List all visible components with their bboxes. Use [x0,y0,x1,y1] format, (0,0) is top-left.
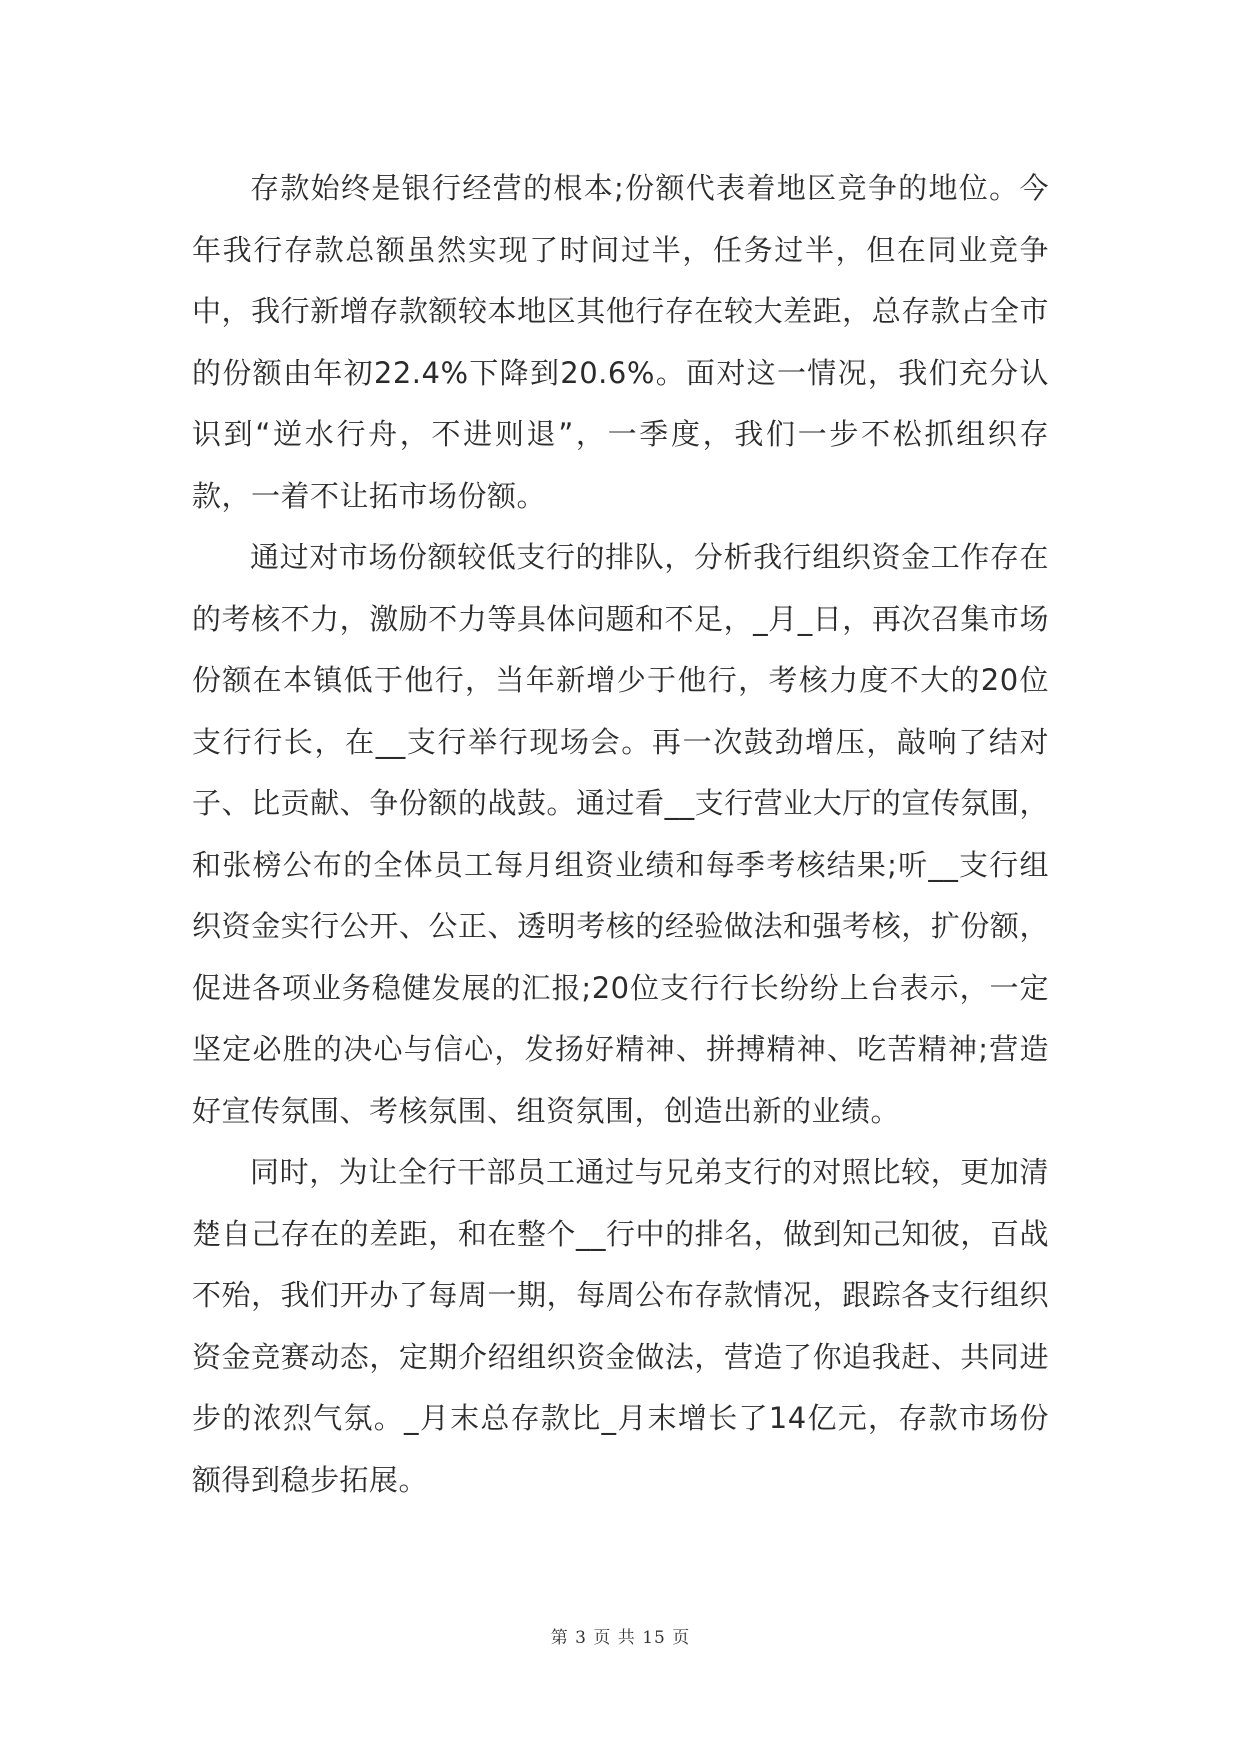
paragraph-weekly-report: 同时，为让全行干部员工通过与兄弟支行的对照比较，更加清楚自己存在的差距，和在整个__行中的排名，做到知己知彼，百战不殆，我们开办了每周一期，每周公布存款情况，跟踪各支行组织资金竞赛动态，定期介绍组织资金做法，营造了你追我赶、共同进步的浓烈气氛。_月末总存款比_月末增长了14亿元，存款市场份额得到稳步拓展。 [192,1155,1049,1497]
paragraph-deposit-share: 存款始终是银行经营的根本;份额代表着地区竞争的地位。今年我行存款总额虽然实现了时间过半，任务过半，但在同业竞争中，我行新增存款额较本地区其他行存在较大差距，总存款占全市的份额由年初22.4%下降到20.6%。面对这一情况，我们充分认识到“逆水行舟，不进则退”，一季度，我们一步不松抓组织存款，一着不让拓市场份额。 [192,171,1049,513]
page-number-footer: 第 3 页 共 15 页 [550,1628,691,1648]
paragraph-branch-meeting: 通过对市场份额较低支行的排队，分析我行组织资金工作存在的考核不力，激励不力等具体问题和不足，_月_日，再次召集市场份额在本镇低于他行，当年新增少于他行，考核力度不大的20位支行行长，在__支行举行现场会。再一次鼓劲增压，敲响了结对子、比贡献、争份额的战鼓。通过看__支行营业大厅的宣传氛围，和张榜公布的全体员工每月组资业绩和每季考核结果;听__支行组织资金实行公开、公正、透明考核的经验做法和强考核，扩份额，促进各项业务稳健发展的汇报;20位支行行长纷纷上台表示，一定坚定必胜的决心与信心，发扬好精神、拼搏精神、吃苦精神;营造好宣传氛围、考核氛围、组资氛围，创造出新的业绩。 [192,540,1049,1128]
document-body [192,158,1049,1511]
